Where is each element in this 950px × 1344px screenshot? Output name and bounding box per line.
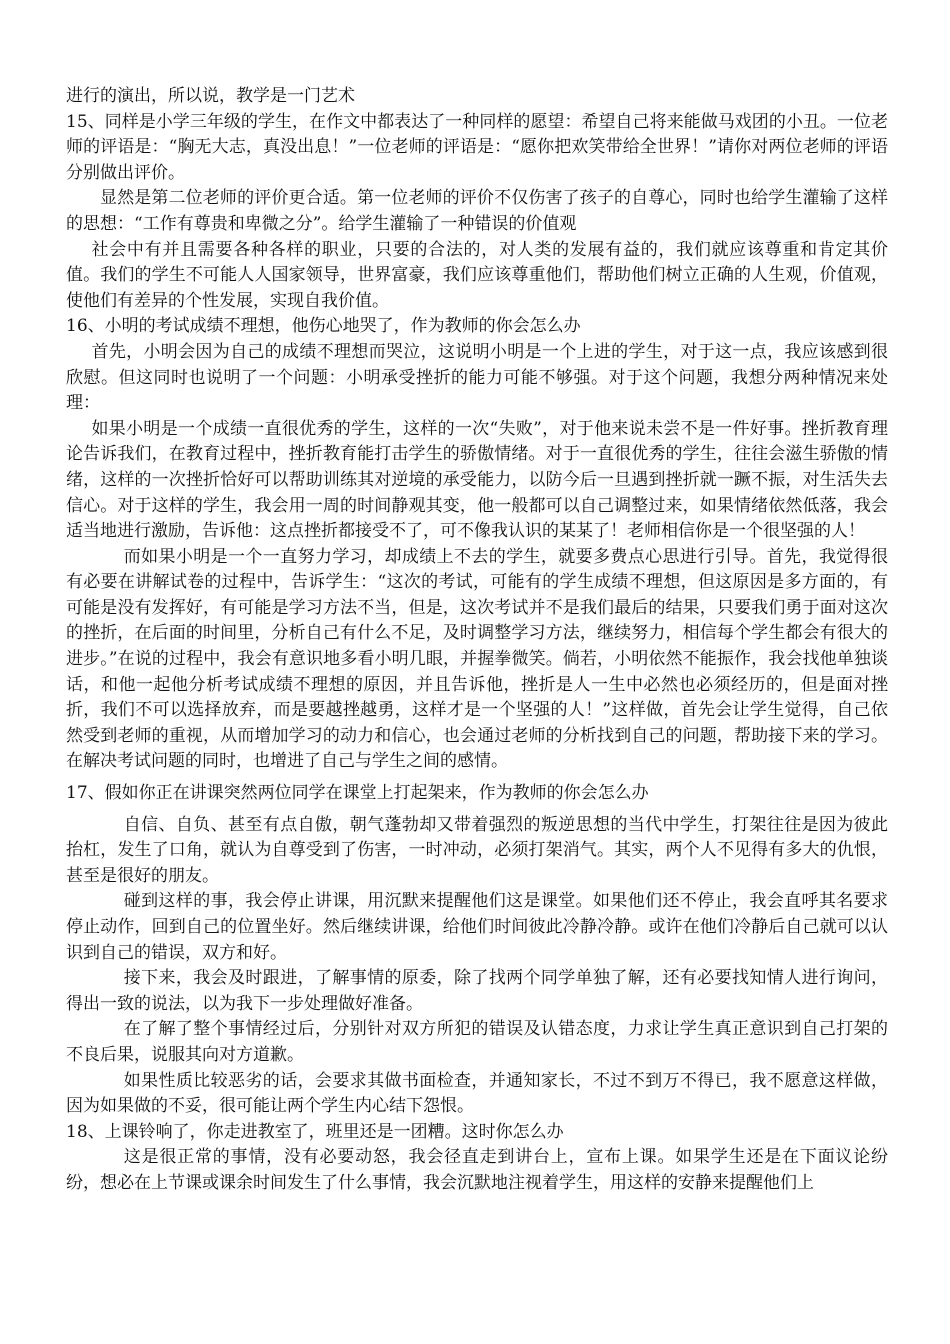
paragraph: 16、小明的考试成绩不理想，他伤心地哭了，作为教师的你会怎么办 bbox=[66, 316, 581, 337]
paragraph: 碰到这样的事，我会停止讲课，用沉默来提醒他们这是课堂。如果他们还不停止，我会直呼其名要求停止动作，回到自己的位置坐好。然后继续讲课，给他们时间彼此冷静冷静。或许在他们冷静后自己就可以认识到自己的错误，双方和好。 bbox=[66, 891, 888, 963]
paragraph: 自信、自负、甚至有点自傲，朝气蓬勃却又带着强烈的叛逆思想的当代中学生，打架往往是因为彼此抬杠，发生了口角，就认为自尊受到了伤害，一时冲动，必须打架消气。其实，两个人不见得有多大的仇恨，甚至是很好的朋友。 bbox=[66, 814, 888, 886]
paragraph: 显然是第二位老师的评价更合适。第一位老师的评价不仅伤害了孩子的自尊心，同时也给学生灌输了这样的思想：“工作有尊贵和卑微之分”。给学生灌输了一种错误的价值观 bbox=[66, 188, 888, 234]
paragraph: 17、假如你正在讲课突然两位同学在课堂上打起架来，作为教师的你会怎么办 bbox=[66, 783, 649, 804]
paragraph: 在了解了整个事情经过后，分别针对双方所犯的错误及认错态度，力求让学生真正意识到自己打架的不良后果，说服其向对方道歉。 bbox=[66, 1019, 888, 1065]
paragraph: 社会中有并且需要各种各样的职业，只要的合法的，对人类的发展有益的，我们就应该尊重和肯定其价值。我们的学生不可能人人国家领导，世界富豪，我们应该尊重他们，帮助他们树立正确的人生观，价值观，使他们有差异的个性发展，实现自我价值。 bbox=[66, 239, 888, 311]
paragraph: 首先，小明会因为自己的成绩不理想而哭泣，这说明小明是一个上进的学生，对于这一点，我应该感到很欣慰。但这同时也说明了一个问题：小明承受挫折的能力可能不够强。对于这个问题，我想分两种情况来处理： bbox=[66, 341, 888, 414]
paragraph: 15、同样是小学三年级的学生，在作文中都表达了一种同样的愿望：希望自己将来能做马戏团的小丑。一位老师的评语是：“胸无大志，真没出息！”一位老师的评语是：“愿你把欢笑带给全世界！”请你对两位老师的评语分别做出评价。 bbox=[66, 111, 888, 183]
document-page bbox=[66, 84, 888, 1197]
paragraph: 如果性质比较恶劣的话，会要求其做书面检查，并通知家长，不过不到万不得已，我不愿意这样做，因为如果做的不妥，很可能让两个学生内心结下怨恨。 bbox=[66, 1070, 888, 1117]
paragraph: 而如果小明是一个一直努力学习，却成绩上不去的学生，就要多费点心思进行引导。首先，我觉得很有必要在讲解试卷的过程中，告诉学生：“这次的考试，可能有的学生成绩不理想，但这原因是多方面的，有可能是没有发挥好，有可能是学习方法不当，但是，这次考试并不是我们最后的结果，只要我们勇于面对这次的挫折，在后面的时间里，分析自己有什么不足，及时调整学习方法，继续努力，相信每个学生都会有很大的进步。”在说的过程中，我会有意识地多看小明几眼，并握拳微笑。倘若，小明依然不能振作，我会找他单独谈话，和他一起他分析考试成绩不理想的原因，并且告诉他，挫折是人一生中必然也必须经历的，但是面对挫折，我们不可以选择放弃，而是要越挫越勇，这样才是一个坚强的人！”这样做，首先会让学生觉得，自己依然受到老师的重视，从而增加学习的动力和信心，也会通过老师的分析找到自己的问题，帮助接下来的学习。在解决考试问题的同时，也增进了自己与学生之间的感情。 bbox=[66, 546, 888, 772]
paragraph: 如果小明是一个成绩一直很优秀的学生，这样的一次“失败”，对于他来说未尝不是一件好事。挫折教育理论告诉我们，在教育过程中，挫折教育能打击学生的骄傲情绪。对于一直很优秀的学生，往往会滋生骄傲的情绪，这样的一次挫折恰好可以帮助训练其对逆境的承受能力，以防今后一旦遇到挫折就一蹶不振，对生活失去信心。对于这样的学生，我会用一周的时间静观其变，他一般都可以自己调整过来，如果情绪依然低落，我会适当地进行激励，告诉他：这点挫折都接受不了，可不像我认识的某某了！老师相信你是一个很坚强的人！ bbox=[66, 418, 888, 542]
paragraph: 接下来，我会及时跟进，了解事情的原委，除了找两个同学单独了解，还有必要找知情人进行询问，得出一致的说法，以为我下一步处理做好准备。 bbox=[66, 968, 888, 1014]
paragraph: 这是很正常的事情，没有必要动怒，我会径直走到讲台上，宣布上课。如果学生还是在下面议论纷纷，想必在上节课或课余时间发生了什么事情，我会沉默地注视着学生，用这样的安静来提醒他们上 bbox=[66, 1147, 888, 1193]
paragraph: 进行的演出，所以说，教学是一门艺术 bbox=[66, 86, 355, 106]
paragraph: 18、上课铃响了，你走进教室了，班里还是一团糟。这时你怎么办 bbox=[66, 1121, 564, 1142]
